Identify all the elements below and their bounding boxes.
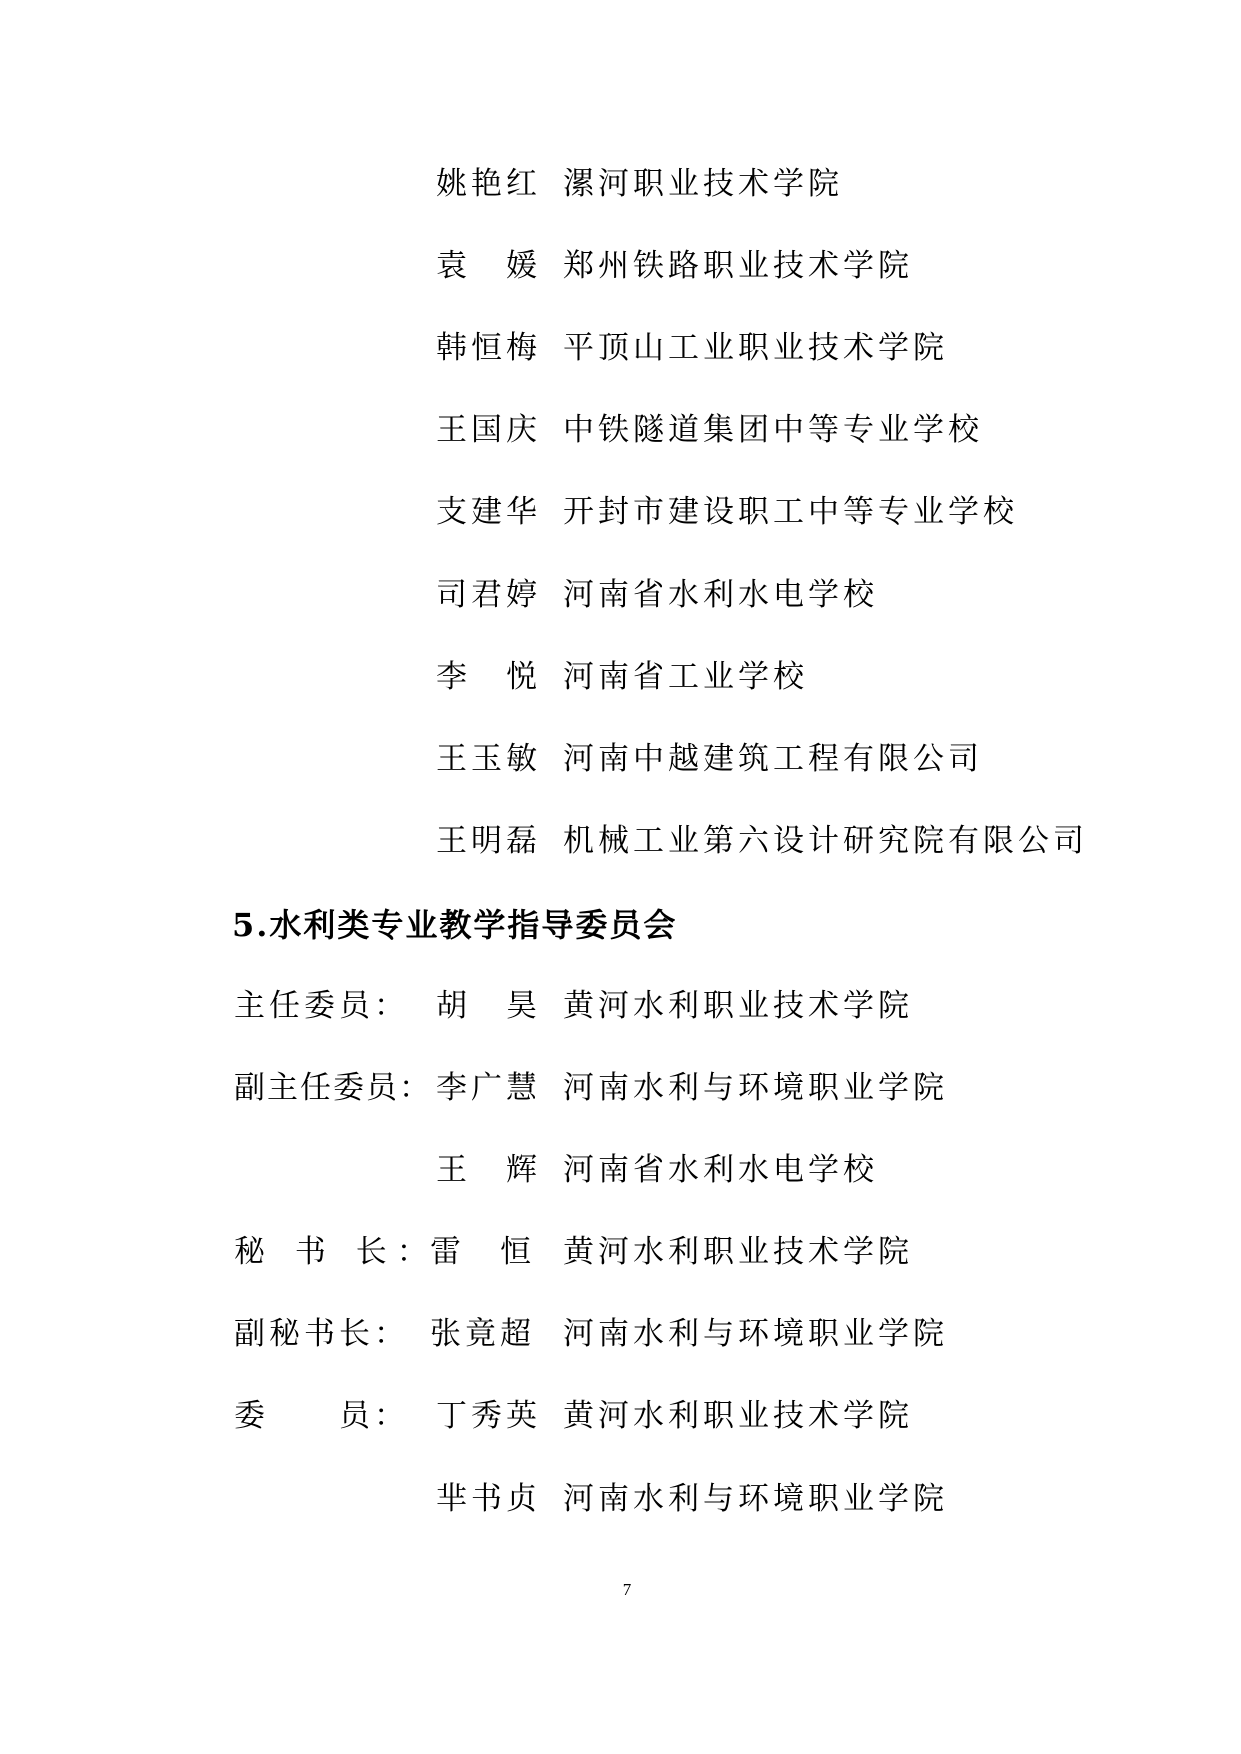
list-item	[0, 492, 1241, 532]
list-item	[0, 410, 1241, 450]
member-name: 支建华	[436, 494, 541, 530]
section-heading: 5.水利类专业教学指导委员会	[232, 906, 678, 944]
list-item	[0, 986, 1241, 1026]
role-label: 副主任委员：	[234, 1070, 432, 1106]
member-org: 河南省水利水电学校	[563, 1152, 878, 1188]
member-org: 开封市建设职工中等专业学校	[563, 494, 1018, 530]
list-item	[0, 164, 1241, 204]
member-name: 姚艳红	[436, 166, 541, 202]
list-item	[0, 821, 1241, 861]
member-name: 丁秀英	[436, 1398, 541, 1434]
member-name: 胡 昊	[436, 988, 541, 1024]
member-org: 黄河水利职业技术学院	[563, 988, 913, 1024]
list-item	[0, 1479, 1241, 1519]
member-org: 机械工业第六设计研究院有限公司	[563, 823, 1088, 859]
member-name: 芈书贞	[436, 1481, 541, 1517]
member-org: 漯河职业技术学院	[563, 166, 843, 202]
list-item	[0, 1232, 1241, 1272]
page-number: 7	[622, 1580, 632, 1599]
member-name: 韩恒梅	[436, 330, 541, 366]
list-item	[0, 1314, 1241, 1354]
list-item	[0, 1150, 1241, 1190]
role-label: 副秘书长：	[234, 1316, 409, 1352]
member-org: 河南水利与环境职业学院	[563, 1070, 948, 1106]
member-org: 黄河水利职业技术学院	[563, 1398, 913, 1434]
member-name: 王明磊	[436, 823, 541, 859]
list-item	[0, 246, 1241, 286]
member-name: 李 悦	[436, 659, 541, 695]
list-item	[0, 1068, 1241, 1108]
member-name: 王国庆	[436, 412, 541, 448]
role-label: 秘 书 长：	[234, 1234, 438, 1270]
member-name: 司君婷	[436, 577, 541, 613]
list-item	[0, 1396, 1241, 1436]
member-name: 袁 媛	[436, 248, 541, 284]
member-name: 王玉敏	[436, 741, 541, 777]
role-label: 主任委员：	[234, 988, 409, 1024]
member-org: 河南省工业学校	[563, 659, 808, 695]
member-name: 李广慧	[436, 1070, 541, 1106]
member-org: 黄河水利职业技术学院	[563, 1234, 913, 1270]
role-label: 委 员：	[234, 1398, 409, 1434]
member-name: 张竟超	[430, 1316, 535, 1352]
member-org: 郑州铁路职业技术学院	[563, 248, 913, 284]
member-org: 河南中越建筑工程有限公司	[563, 741, 983, 777]
list-item	[0, 328, 1241, 368]
member-org: 河南水利与环境职业学院	[563, 1481, 948, 1517]
member-name: 王 辉	[436, 1152, 541, 1188]
member-org: 河南省水利水电学校	[563, 577, 878, 613]
member-org: 河南水利与环境职业学院	[563, 1316, 948, 1352]
member-org: 平顶山工业职业技术学院	[563, 330, 948, 366]
member-org: 中铁隧道集团中等专业学校	[563, 412, 983, 448]
list-item	[0, 575, 1241, 615]
list-item	[0, 739, 1241, 779]
list-item	[0, 657, 1241, 697]
member-name: 雷 恒	[430, 1234, 535, 1270]
